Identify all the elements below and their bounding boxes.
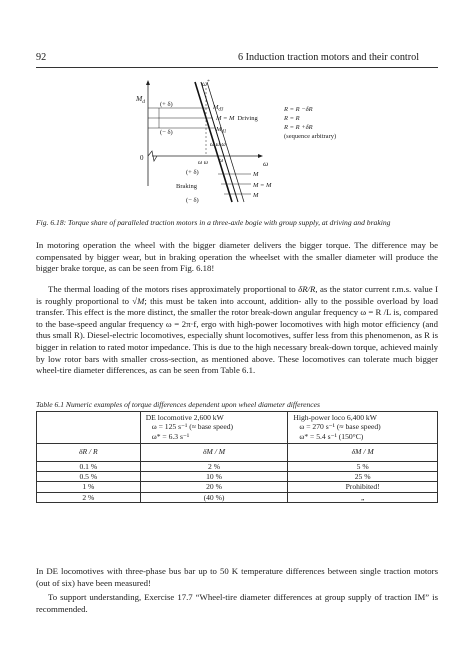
plus-delta-top: (+ δ) [160, 101, 173, 108]
md3-label: $M_{d3}$ [213, 104, 224, 113]
md3-brake-label: M [253, 171, 259, 178]
table-6-1 [36, 411, 438, 503]
md2-driving-label: M = M Driving [216, 115, 258, 122]
col1-header: DE locomotive 2,600 kW ω = 125 s⁻¹ (≈ base speed) ω* = 6.3 s⁻¹ [140, 412, 288, 444]
legend-note: (sequence arbitrary) [284, 133, 337, 140]
figure-caption: Fig. 6.18: Torque share of paralleled traction motors in a three-axle bogie with group supply, at driving and braking [36, 218, 391, 227]
page-number: 92 [36, 52, 47, 63]
table-row: 0.5 % 10 % 25 % [37, 472, 438, 482]
origin-label: 0 [140, 154, 144, 162]
paragraph-1: In motoring operation the wheel with the bigger diameter delivers the bigger torque. The difference may be compensated by bigger wear, but in braking operation the wheelset with the smaller diameter will produce the bigger brake torque, as can be seen from Fig. 6.18! [36, 240, 438, 274]
table-units-row: δR / R δM / M δM / M [37, 444, 438, 461]
md1-label: $M_{d1}$ [216, 126, 227, 135]
y-axis-label: $M_d$ [136, 94, 145, 105]
figure-6-18 [36, 74, 438, 214]
md1-brake-label: M [253, 192, 259, 199]
legend-r3: R = R +δR [284, 124, 313, 131]
legend-r1: R = R −δR [284, 106, 313, 113]
header-rule [36, 67, 438, 68]
paragraph-2: The thermal loading of the motors rises approximately proportional to δR/R, as the stator current r.m.s. value I is roughly proportional to √M; this must be taken into account, addition- ally to the possible overload by load transfer. This effect is the more distinct, the smaller the rotor break-down angular frequency ω = R /L is, compared to the base-speed angular frequency ω = 2π·f, ergo with high-power locomotives with high motor efficiency (and thus small R). Diesel-electric locomotives, especially shunt locomotives, suffer less from this phenomenon, as R is bigger in relation to rated motor impedance. This is due to the high necessary break-down torque, achieved mainly by low rotor bars with smaller cross-section, as mentioned above. These locomotives can tolerate much bigger wheel-tire diameter differences, as can be seen from Table 6.1. [36, 284, 439, 376]
table-row: 2 % (40 %) „ [37, 492, 438, 502]
minus-delta-bottom: (− δ) [186, 197, 199, 204]
plus-delta-bottom: (+ δ) [186, 169, 199, 176]
braking-label: Braking [176, 183, 197, 190]
omega-star-label: ω* [202, 80, 210, 88]
table-row: 0.1 % 2 % 5 % [37, 461, 438, 471]
running-header: 6 Induction traction motors and their control [238, 52, 420, 63]
x-axis-label: ω [263, 159, 269, 168]
legend-r2: R = R [284, 115, 300, 122]
omega-low-label: ω ω [198, 160, 208, 166]
table-caption: Table 6.1 Numeric examples of torque differences dependent upon wheel diameter differences [36, 400, 320, 409]
table-row: 1 % 20 % Prohibited! [37, 482, 438, 492]
torque-diagram [36, 74, 438, 214]
col2-header: High-power loco 6,400 kW ω = 270 s⁻¹ (≈ base speed) ω* = 5.4 s⁻¹ (150°C) [288, 412, 438, 444]
paragraph-3: In DE locomotives with three-phase bus bar up to 50 K temperature differences between single traction motors (out of six) have been measured! [36, 566, 438, 588]
omega-3-label: ω [219, 158, 224, 164]
omega-1-2-label: ω ω ω [210, 142, 226, 148]
md2-braking-label: M = M [253, 182, 272, 189]
x-axis-arrow [258, 154, 263, 158]
minus-delta-top: (− δ) [160, 129, 173, 136]
table-header-row [37, 412, 438, 444]
y-axis-arrow [146, 80, 150, 85]
paragraph-4: To support understanding, Exercise 17.7 “Wheel-tire diameter differences at group supply of traction IM” is recommended. [36, 592, 438, 614]
